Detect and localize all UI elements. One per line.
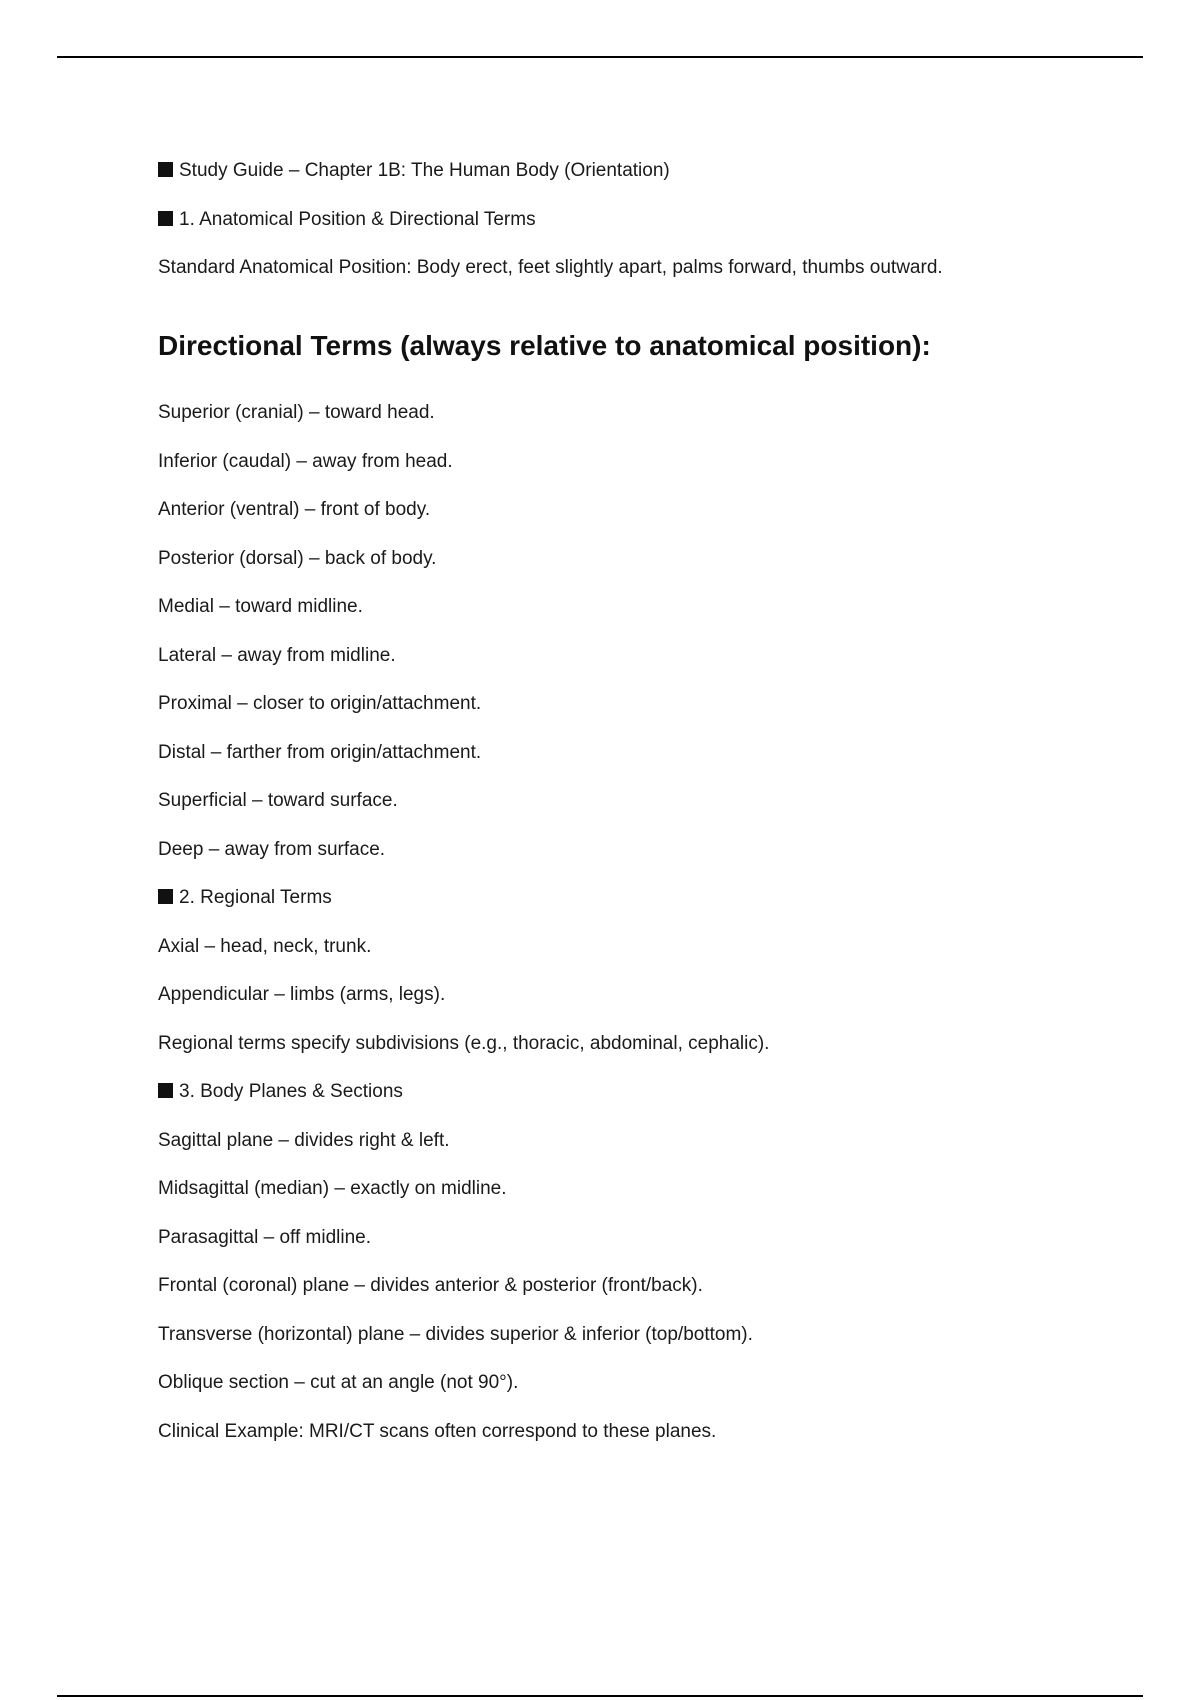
plane-term: Sagittal plane – divides right & left. — [158, 1130, 450, 1151]
plane-term: Transverse (horizontal) plane – divides superior & inferior (top/bottom). — [158, 1324, 753, 1345]
directional-term: Distal – farther from origin/attachment. — [158, 742, 482, 763]
section-3-title: 3. Body Planes & Sections — [158, 1080, 403, 1104]
section-2-title: 2. Regional Terms — [158, 886, 332, 910]
square-bullet-icon — [158, 211, 173, 226]
plane-term: Oblique section – cut at an angle (not 90°). — [158, 1372, 519, 1393]
plane-term: Frontal (coronal) plane – divides anterior & posterior (front/back). — [158, 1275, 703, 1296]
plane-term: Midsagittal (median) – exactly on midline. — [158, 1178, 507, 1199]
regional-term: Regional terms specify subdivisions (e.g., thoracic, abdominal, cephalic). — [158, 1033, 770, 1054]
directional-term: Superficial – toward surface. — [158, 790, 398, 811]
square-bullet-icon — [158, 162, 173, 177]
directional-term: Posterior (dorsal) – back of body. — [158, 548, 437, 569]
standard-position-text: Standard Anatomical Position: Body erect, feet slightly apart, palms forward, thumbs outward. — [158, 257, 943, 278]
directional-term: Lateral – away from midline. — [158, 645, 396, 666]
document-title: Study Guide – Chapter 1B: The Human Body (Orientation) — [158, 159, 670, 183]
directional-term: Medial – toward midline. — [158, 596, 363, 617]
directional-term: Anterior (ventral) – front of body. — [158, 499, 431, 520]
square-bullet-icon — [158, 1083, 173, 1098]
section-1-title: 1. Anatomical Position & Directional Terms — [158, 208, 536, 232]
square-bullet-icon — [158, 889, 173, 904]
regional-term: Axial – head, neck, trunk. — [158, 936, 372, 957]
bottom-rule — [57, 1695, 1143, 1697]
directional-term: Deep – away from surface. — [158, 839, 386, 860]
directional-term: Superior (cranial) – toward head. — [158, 402, 435, 423]
directional-term: Inferior (caudal) – away from head. — [158, 451, 453, 472]
plane-term: Parasagittal – off midline. — [158, 1227, 371, 1248]
directional-terms-heading: Directional Terms (always relative to anatomical position): — [158, 330, 931, 361]
clinical-example: Clinical Example: MRI/CT scans often correspond to these planes. — [158, 1421, 717, 1442]
top-rule — [57, 56, 1143, 58]
directional-term: Proximal – closer to origin/attachment. — [158, 693, 482, 714]
regional-term: Appendicular – limbs (arms, legs). — [158, 984, 446, 1005]
